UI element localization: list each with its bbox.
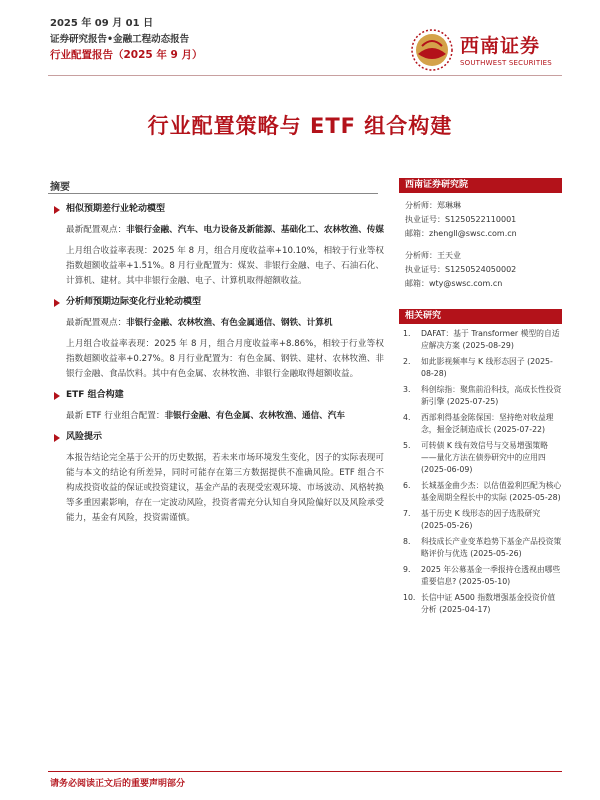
bullet-triangle-icon [54,299,60,307]
section-title: 相似预期差行业轮动模型 [48,202,384,217]
summary-body [48,196,384,526]
related-item[interactable]: 7. 基于历史 K 线形态的因子选股研究 (2025-05-26) [403,509,541,530]
footer-disclaimer: 请务必阅读正文后的重要声明部分 [50,779,186,789]
related-item[interactable]: 6. 长城基金曲少杰：以估值盈利匹配为核心基金周期全程长中的实际 (2025-05-28) [403,481,562,502]
institute-heading: 西南证券研究院 [399,178,562,193]
bullet-triangle-icon [54,392,60,400]
related-item[interactable]: 8. 科技成长产业变革趋势下基金产品投资策略评价与优选 (2025-05-26) [403,537,562,558]
analyst-name: 分析师：王天业 [405,251,461,260]
summary-divider [48,193,378,194]
related-item[interactable]: 4. 西部利得基金陈保国：坚持绝对收益理念，掘金泛制造成长 (2025-07-22) [403,413,554,434]
report-title: 行业配置策略与 ETF 组合构建 [147,114,453,138]
section-paragraph: 本报告结论完全基于公开的历史数据，若未来市场环境发生变化，因子的实际表现可能与本文的结论有所差异，同时可能存在第三方数据提供不准确风险。ETF 组合不构成投资收益的保证或投资建议，基金产品的表现受宏观环境、市场波动、风格转换等多重因素影响，存在一定波动风险，投资者需充分认知自身风险偏好以及风险承受能力，基金有风险，投资需谨慎。 [66,453,384,523]
report-type: 行业配置报告（2025 年 9 月） [50,49,203,61]
sidebar [399,178,562,620]
section-paragraph: 最新配置观点：非银行金融、农林牧渔、有色金属通信、钢铁、计算机 [66,318,333,328]
section-title: 风险提示 [48,430,384,445]
section-paragraph: 最新配置观点：非银行金融、汽车、电力设备及新能源、基础化工、农林牧渔、传媒 [66,225,384,235]
section-title: ETF 组合构建 [48,388,384,403]
section-paragraph: 最新 ETF 行业组合配置：非银行金融、有色金属、农林牧渔、通信、汽车 [66,411,345,421]
section-title: 分析师预期边际变化行业轮动模型 [48,295,384,310]
logo-name-en: SOUTHWEST SECURITIES [460,59,552,67]
header-divider [48,75,562,76]
analyst-email[interactable]: 邮箱：zhengll@swsc.com.cn [405,229,517,238]
section-paragraph: 上月组合收益率表现：2025 年 8 月，组合月度收益率+10.10%，相较于行业等权指数超额收益率+1.51%。8 月行业配置为：煤炭、非银行金融、电子、石油石化、计算机、建材。其中非银行金融、电子、计算机取得超额收益。 [66,246,384,286]
related-list [399,324,562,616]
analyst-cert: 执业证号：S1250522110001 [405,215,517,224]
summary-section [48,430,384,526]
report-date: 2025 年 09 月 01 日 [50,18,154,29]
analyst-info [399,193,562,291]
analyst-name: 分析师：郑琳琳 [405,201,461,210]
bullet-triangle-icon [54,434,60,442]
summary-section [48,388,384,424]
analyst-cert: 执业证号：S1250524050002 [405,265,517,274]
footer-divider [48,771,562,772]
related-item[interactable]: 10. 长信中证 A500 指数增强基金投资价值分析 (2025-04-17) [403,593,556,614]
logo-emblem-icon [410,28,454,72]
related-item[interactable]: 1. DAFAT：基于 Transformer 模型的自适应解决方案 (2025-08-29) [403,329,560,350]
related-item[interactable]: 9. 2025 年公募基金一季报持仓透视由哪些重要信息? (2025-05-10) [403,565,561,586]
logo-name-cn: 西南证券 [460,35,541,57]
analyst-email[interactable]: 邮箱：wty@swsc.com.cn [405,279,503,288]
section-paragraph: 上月组合收益率表现：2025 年 8 月，组合月度收益率+8.86%，相较于行业等权指数超额收益率+0.27%。8 月行业配置为：有色金属、钢铁、建材、农林牧渔、非银行金融、食品饮料。其中有色金属、农林牧渔、非银行金融取得超额收益。 [66,339,384,379]
related-heading: 相关研究 [399,309,562,324]
related-item[interactable]: 3. 科创综指：聚焦前沿科技，高成长性投资新引擎 (2025-07-25) [403,385,562,406]
related-item[interactable]: 2. 如此影视频率与 K 线形态因子 (2025-08-28) [403,357,553,378]
bullet-triangle-icon [54,206,60,214]
report-series: 证券研究报告•金融工程动态报告 [50,34,190,45]
company-logo [410,28,560,76]
summary-section [48,202,384,289]
summary-section [48,295,384,382]
related-item[interactable]: 5. 可转债 K 线有效信号与交易增强策略——量化方法在债券研究中的应用四 (2025-06-09) [403,441,549,474]
summary-heading: 摘要 [50,182,70,193]
